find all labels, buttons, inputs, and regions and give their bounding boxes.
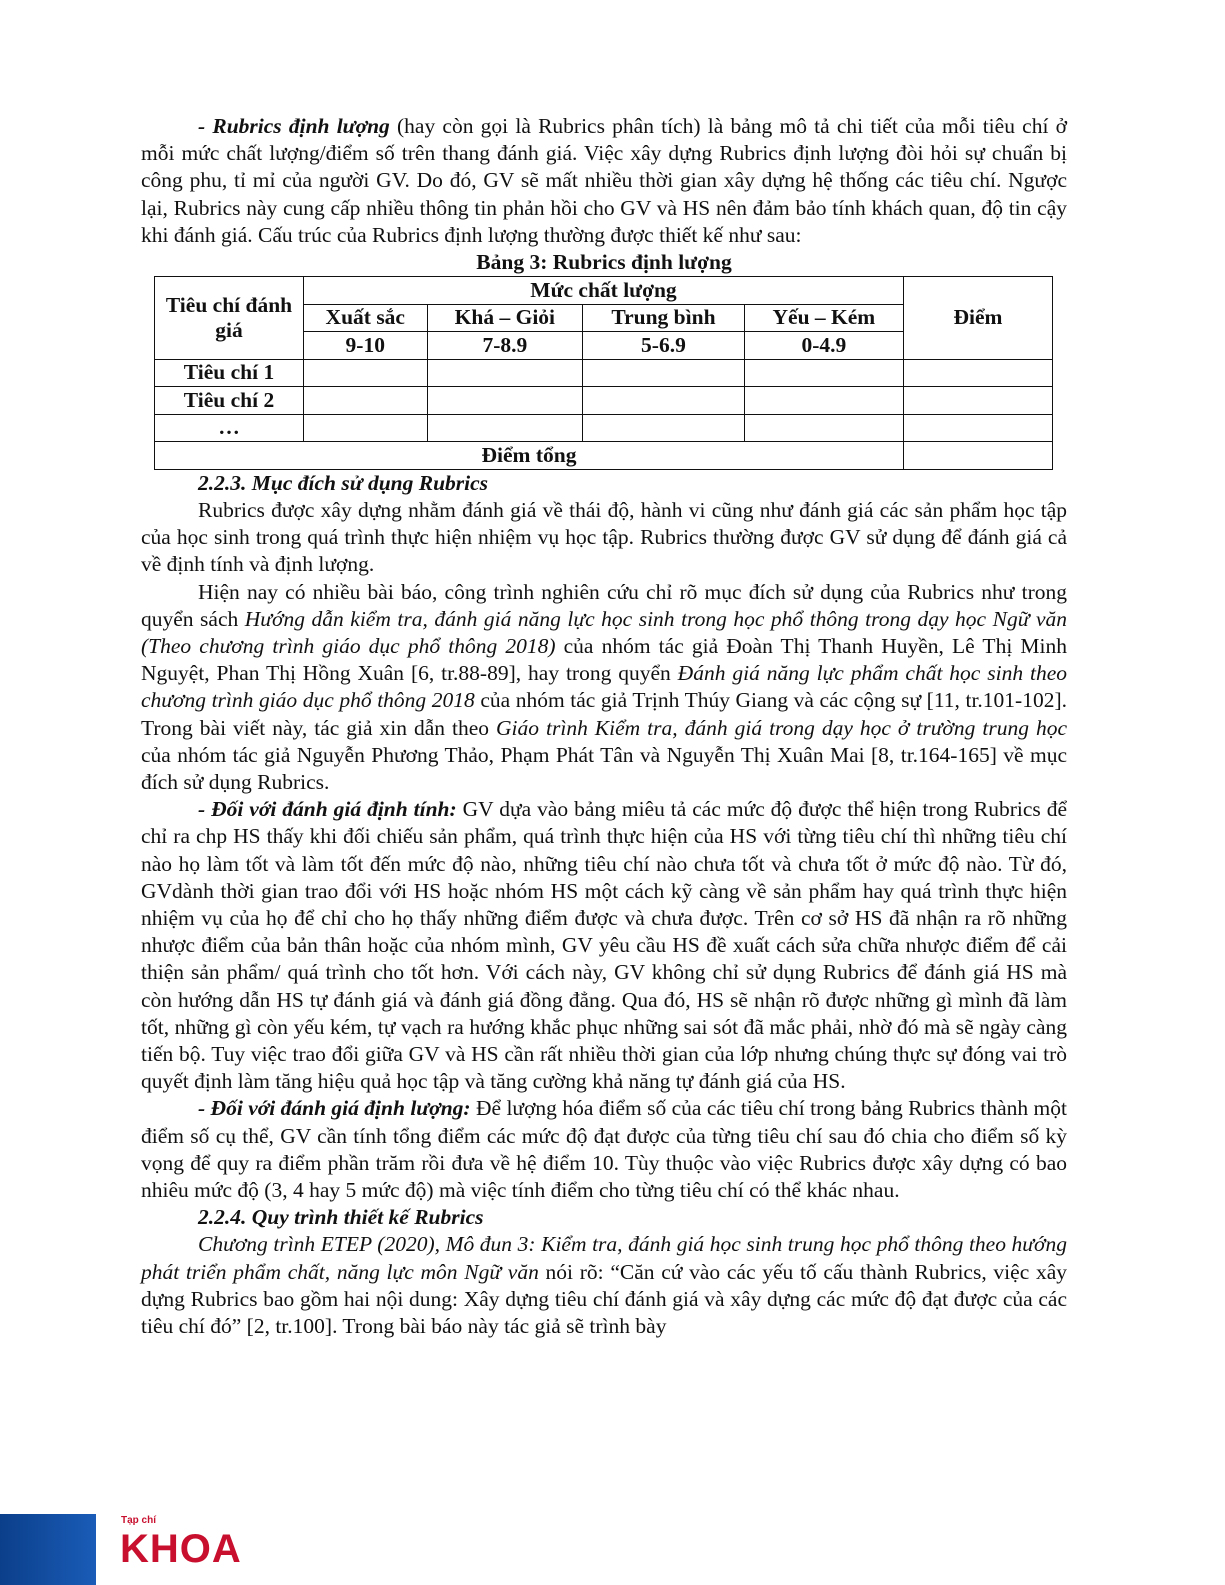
- total-label: Điểm tổng: [155, 442, 904, 470]
- paragraph-quantitative-rubrics: [141, 113, 1067, 249]
- range-cell: 0-4.9: [744, 332, 903, 360]
- table-row: [155, 359, 1053, 387]
- range-cell: 9-10: [304, 332, 428, 360]
- logo-small-text: Tạp chí: [121, 1515, 157, 1526]
- article-body: [141, 113, 1067, 1340]
- program-title: Chương trình ETEP (2020), Mô đun 3: Kiểm tra, đánh giá học sinh trung học phổ thông theo hướng phát triển phẩm chất, năng lực môn Ngữ văn: [141, 1232, 1067, 1284]
- criteria-header: Tiêu chí đánh giá: [155, 277, 304, 360]
- range-cell: 7-8.9: [427, 332, 583, 360]
- table-row: [155, 414, 1053, 442]
- level-header: Trung bình: [583, 304, 745, 332]
- paragraph-purpose: Rubrics được xây dựng nhằm đánh giá về thái độ, hành vi cũng như đánh giá các sản phẩm học tập của học sinh trong quá trình thực hiện nhiệm vụ học tập. Rubrics thường được GV sử dụng để đánh giá cả về định tính và định lượng.: [141, 497, 1067, 577]
- paragraph-text: (hay còn gọi là Rubrics phân tích) là bảng mô tả chi tiết của mỗi tiêu chí ở mỗi mức chất lượng/điểm số trên thang đánh giá. Việc xây dựng Rubrics định lượng đòi hỏi sự chuẩn bị công phu, tỉ mỉ của người GV. Do đó, GV sẽ mất nhiều thời gian xây dựng hệ thống các tiêu chí. Ngược lại, Rubrics này cung cấp nhiều thông tin phản hồi cho GV và HS nên đảm bảo tính khách quan, độ tin cậy khi đánh giá. Cấu trúc của Rubrics định lượng thường được thiết kế như sau:: [141, 114, 1067, 247]
- term-quantitative: - Đối với đánh giá định lượng:: [198, 1096, 471, 1121]
- table-caption: Bảng 3: Rubrics định lượng: [476, 250, 732, 275]
- paragraph-quantitative: - Đối với đánh giá định lượng: Để lượng hóa điểm số của các tiêu chí trong bảng Rubrics thành một điểm số cụ thể, GV cần tính tổng điểm các mức độ đạt được của từng tiêu chí sau đó chia cho điểm số kỳ vọng để quy ra điểm phần trăm rồi đưa về hệ điểm 10. Tùy thuộc vào việc Rubrics được xây dựng có bao nhiêu mức độ (3, 4 hay 5 mức độ) mà việc tính điểm cho từng tiêu chí có thể khác nhau.: [141, 1096, 1067, 1202]
- paragraph-qualitative: - Đối với đánh giá định tính: GV dựa vào bảng miêu tả các mức độ được thể hiện trong Rubrics để chỉ ra chp HS thấy khi đối chiếu sản phẩm, quá trình thực hiện của HS với từng tiêu chí thì những tiêu chí nào họ làm tốt và làm tốt đến mức độ nào, những tiêu chí nào chưa tốt và chưa tốt ở mức độ nào. Từ đó, GVdành thời gian trao đổi với HS hoặc nhóm HS một cách kỹ càng về sản phẩm hay quá trình thực hiện nhiệm vụ của họ để chỉ cho họ thấy những điểm được và chưa được. Trên cơ sở HS đã nhận ra rõ những nhược điểm của bản thân hoặc của nhóm mình, GV yêu cầu HS đề xuất cách sửa chữa nhược điểm để cải thiện sản phẩm/ quá trình cho tốt hơn. Với cách này, GV không chỉ sử dụng Rubrics để đánh giá HS mà còn hướng dẫn HS tự đánh giá và đánh giá đồng đẳng. Qua đó, HS sẽ nhận rõ được những gì mình đã làm tốt, những gì còn yếu kém, tự vạch ra hướng khắc phục những sai sót đã mắc phải, nhờ đó mà sẽ ngày càng tiến bộ. Tuy việc trao đổi giữa GV và HS cần rất nhiều thời gian của lớp nhưng chúng thực sự đóng vai trò quyết định làm tăng hiệu quả học tập và tăng cường khả năng tự đánh giá của HS.: [141, 797, 1068, 1094]
- row-label: Tiêu chí 1: [155, 359, 304, 387]
- book-title: Hướng dẫn kiểm tra, đánh giá năng lực học sinh trong học phổ thông trong dạy học Ngữ văn (Theo chương trình giáo dục phổ thông 2018): [141, 606, 1067, 658]
- book-title: Giáo trình Kiểm tra, đánh giá trong dạy học ở trường trung học: [496, 715, 1067, 740]
- quality-header: Mức chất lượng: [304, 277, 904, 305]
- total-row: [155, 442, 1053, 470]
- paragraph-design-process: Chương trình ETEP (2020), Mô đun 3: Kiểm tra, đánh giá học sinh trung học phổ thông theo hướng phát triển phẩm chất, năng lực môn Ngữ văn nói rõ: “Căn cứ vào các yếu tố cấu thành Rubrics, việc xây dựng Rubrics bao gồm hai nội dung: Xây dựng tiêu chí đánh giá và xây dựng các mức độ đạt được của các tiêu chí đó” [2, tr.100]. Trong bài báo này tác giả sẽ trình bày: [141, 1232, 1067, 1339]
- row-label: Tiêu chí 2: [155, 387, 304, 415]
- book-title: Đánh giá năng lực phẩm chất học sinh theo chương trình giáo dục phổ thông 2018: [141, 661, 1067, 713]
- rubrics-table: [154, 276, 1053, 470]
- footer-color-bar: [0, 1514, 96, 1585]
- logo-big-text: KHOA: [120, 1527, 242, 1571]
- row-label: …: [155, 414, 304, 442]
- section-heading-2-2-4: 2.2.4. Quy trình thiết kế Rubrics: [198, 1205, 484, 1230]
- term-quantitative-rubrics: - Rubrics định lượng: [198, 114, 390, 138]
- paragraph-references: Hiện nay có nhiều bài báo, công trình nghiên cứu chỉ rõ mục đích sử dụng của Rubrics như trong quyển sách Hướng dẫn kiểm tra, đánh giá năng lực học sinh trong học phổ thông trong dạy học Ngữ văn (Theo chương trình giáo dục phổ thông 2018) của nhóm tác giả Đoàn Thị Thanh Huyền, Lê Thị Minh Nguyệt, Phan Thị Hồng Xuân [6, tr.88-89], hay trong quyển Đánh giá năng lực phẩm chất học sinh theo chương trình giáo dục phổ thông 2018 của nhóm tác giả Trịnh Thúy Giang và các cộng sự [11, tr.101-102]. Trong bài viết này, tác giả xin dẫn theo Giáo trình Kiểm tra, đánh giá trong dạy học ở trường trung học của nhóm tác giả Nguyễn Phương Thảo, Phạm Phát Tân và Nguyễn Thị Xuân Mai [8, tr.164-165] về mục đích sử dụng Rubrics.: [141, 579, 1068, 794]
- score-header: Điểm: [904, 277, 1053, 360]
- term-qualitative: - Đối với đánh giá định tính:: [198, 797, 457, 822]
- section-heading-2-2-3: 2.2.3. Mục đích sử dụng Rubrics: [198, 470, 489, 495]
- level-header: Khá – Giỏi: [427, 304, 583, 332]
- range-cell: 5-6.9: [583, 332, 745, 360]
- table-row: [155, 387, 1053, 415]
- level-header: Xuất sắc: [304, 304, 428, 332]
- level-header: Yếu – Kém: [744, 304, 903, 332]
- journal-logo: [120, 1515, 280, 1585]
